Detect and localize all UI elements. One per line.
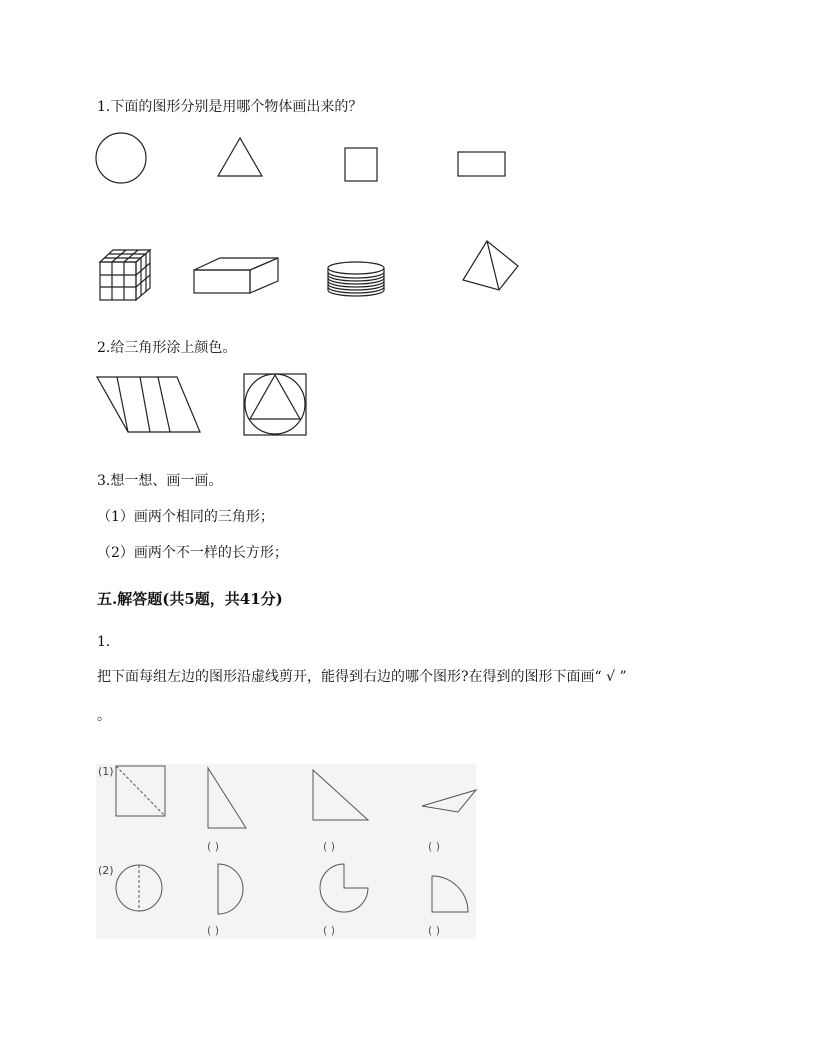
svg-text:( ): ( ) [428,924,441,937]
svg-text:( ): ( ) [428,840,441,853]
question-2-text: 2.给三角形涂上颜色。 [97,340,237,356]
question-1-text: 1.下面的图形分别是用哪个物体画出来的？ [97,99,363,115]
section-5-q1-text: 把下面每组左边的图形沿虚线剪开，能得到右边的哪个图形?在得到的图形下面画“ √ ” [97,669,627,685]
square-circle-triangle-figure [244,374,306,435]
svg-text:( ): ( ) [323,840,336,853]
svg-text:( ): ( ) [207,840,220,853]
svg-text:( ): ( ) [323,924,336,937]
triangles-figures [0,0,816,450]
svg-text:( ): ( ) [207,924,220,937]
question-3-text: 3.想一想、画一画。 [97,473,223,489]
section-5-heading: 五.解答题(共5题，共41分) [97,590,283,608]
row-1-label: (1) [98,765,114,778]
question-3-sub-2: （2）画两个不一样的长方形； [97,545,288,561]
section-5-q1-period: 。 [97,708,111,724]
question-3-sub-1: （1）画两个相同的三角形； [97,509,274,525]
section-5-q1-number: 1. [97,634,111,650]
row-2-label: (2) [98,864,114,877]
parallelogram-figure [97,377,200,432]
cutting-figure-image [96,764,476,939]
